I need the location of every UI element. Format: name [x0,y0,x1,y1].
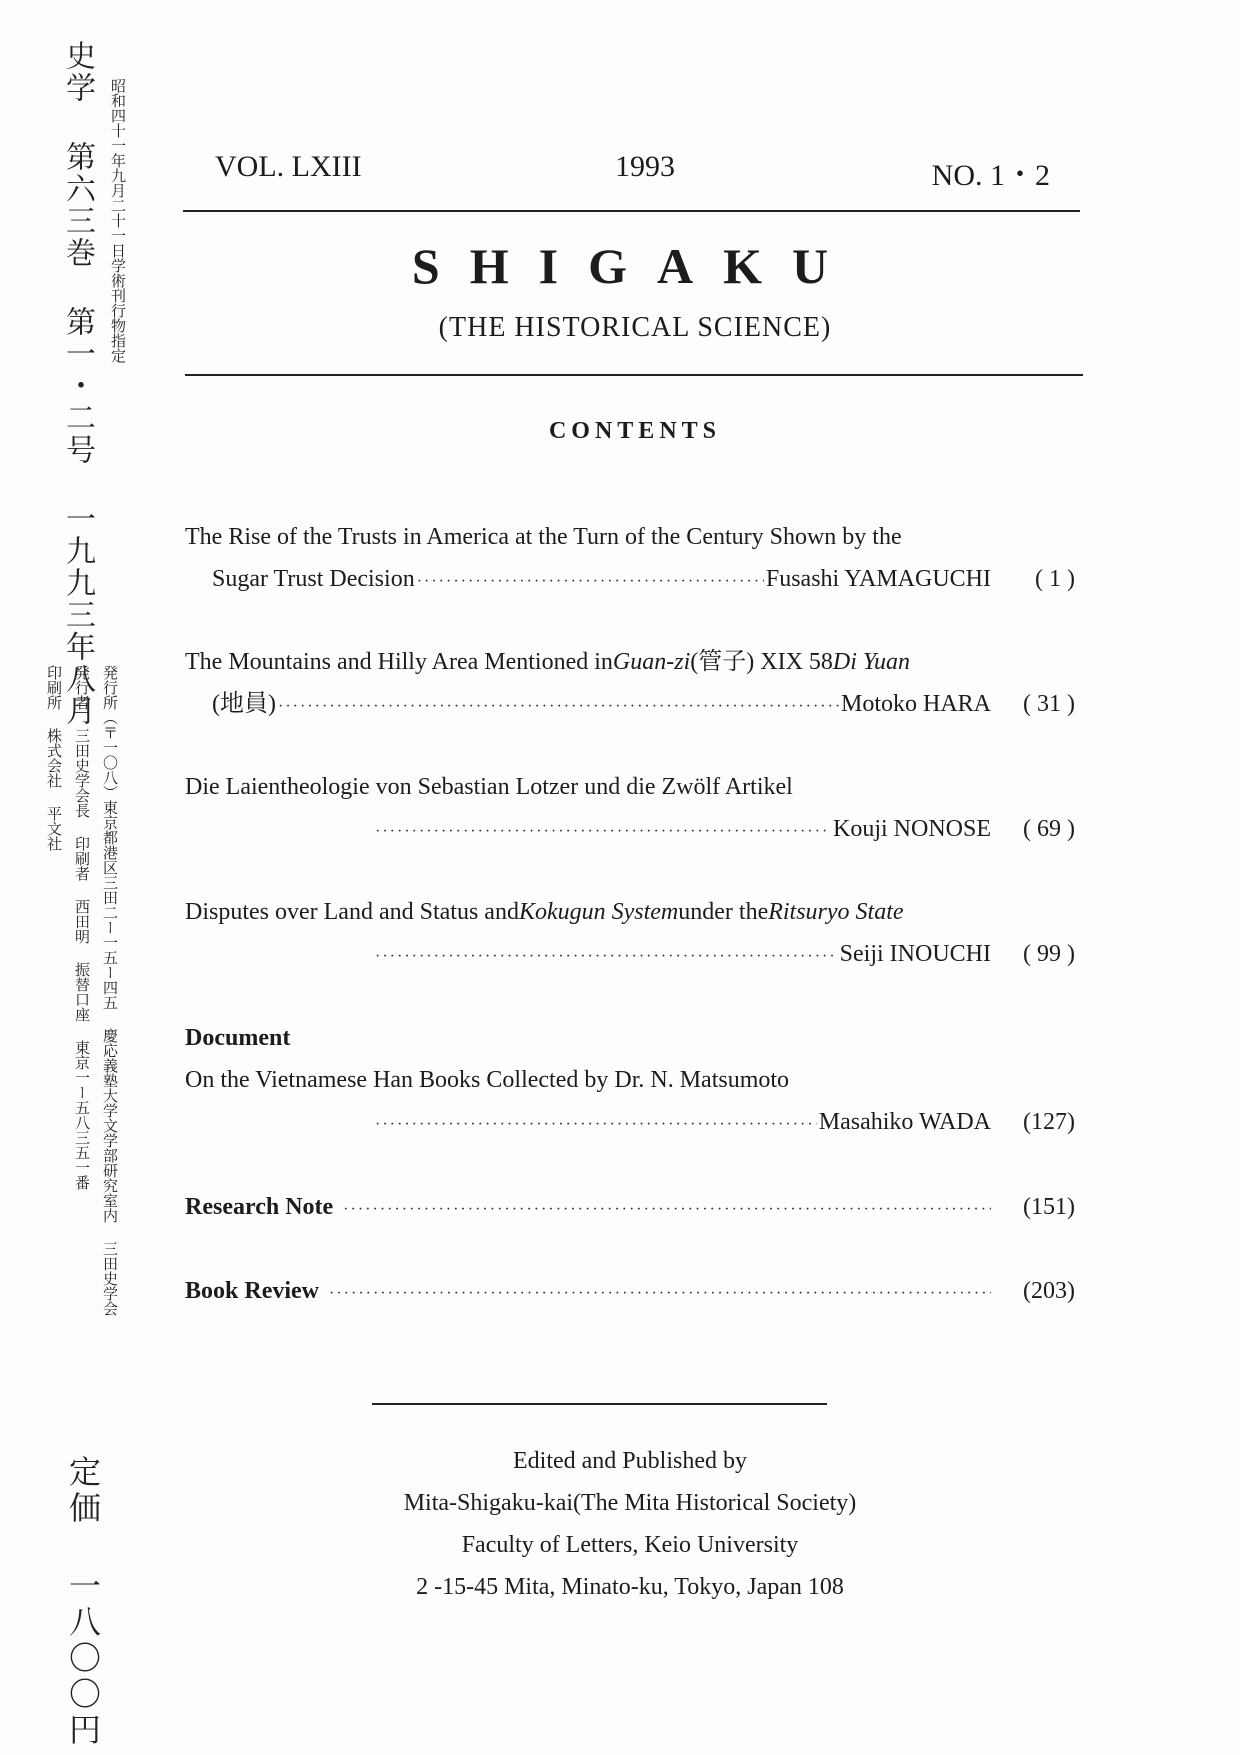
imprint-line: Edited and Published by [513,1448,747,1474]
section-heading-document: Document [185,1025,291,1051]
entry-author: Seiji INOUCHI [839,941,991,967]
issue-number: NO. 1・2 [931,159,1050,192]
toc-entry [185,766,1075,853]
leader-dots [343,1189,991,1231]
entry-title-italic: Guan-zi [612,649,691,675]
entry-title: Disputes over Land and Status and [185,899,519,925]
entry-title: The Rise of the Trusts in America at the Turn of the Century Shown by the [185,524,902,550]
imprint [330,1440,930,1608]
section-heading-research-note: Research Note [185,1194,334,1220]
toc-entry [185,641,1075,728]
entry-title-italic: Ritsuryo State [768,899,904,925]
entry-page: (151) [1023,1194,1075,1220]
entry-page: ( 69 ) [1023,816,1075,842]
imprint-line: Mita-Shigaku-kai(The Mita Historical Society) [403,1490,857,1516]
entry-page: (127) [1023,1109,1075,1135]
spine-publisher-col: 発行者 三田史学会長 印刷者 西田明 振替口座 東京一ー五八三五一番 [73,665,91,1190]
entry-page: ( 1 ) [1035,566,1075,592]
volume-number: VOL. LXIII [215,150,362,183]
toc-document-section [185,1017,1075,1146]
entry-title: On the Vietnamese Han Books Collected by Dr. N. Matsumoto [185,1067,790,1093]
entry-title: (地員) [212,691,276,717]
toc-entry [185,516,1075,603]
entry-author: Motoko HARA [840,691,991,717]
entry-title-italic: Kokugun System [518,899,679,925]
toc-entry [185,891,1075,978]
leader-dots [278,686,839,728]
spine-publisher-info [44,665,120,1316]
contents-heading: CONTENTS [548,418,722,444]
toc-book-review [185,1270,1075,1315]
spine-title: 史学 第六三巻 第一・二号 一九九三年八月 [60,40,95,727]
section-heading-book-review: Book Review [185,1278,319,1304]
leader-dots [329,1273,991,1315]
entry-title: Die Laientheologie von Sebastian Lotzer und die Zwölf Artikel [185,774,793,800]
entry-title-italic: Di Yuan [832,649,911,675]
spine-publisher-col: 印刷所 株式会社 平文社 [45,665,63,851]
entry-author: Kouji NONOSE [832,816,991,842]
imprint-line: 2 -15-45 Mita, Minato-ku, Tokyo, Japan 108 [416,1574,844,1600]
leader-dots [375,1104,817,1146]
entry-author: Fusashi YAMAGUCHI [765,566,991,592]
journal-title: SHIGAKU [411,238,859,294]
title-rule [185,374,1083,376]
imprint-line: Faculty of Letters, Keio University [461,1532,799,1558]
entry-page: ( 31 ) [1023,691,1075,717]
entry-author: Masahiko WADA [818,1109,991,1135]
leader-dots [375,811,831,853]
header-rule [183,210,1080,212]
spine-designation: 昭和四十一年九月二十一日学術刊行物指定 [109,78,127,363]
entry-title: Sugar Trust Decision [212,566,415,592]
entry-title: (管子) XIX 58 [690,649,833,675]
spine-publisher-col: 発行所（〒一〇八）東京都港区三田二ー一五ー四五 慶応義塾大学文学部研究室内 三田史学会 [101,665,119,1316]
entry-page: ( 99 ) [1023,941,1075,967]
issue-year: 1993 [615,150,675,183]
leader-dots [375,936,838,978]
footer-rule [372,1403,827,1405]
entry-title: under the [678,899,769,925]
spine-price: 定価 一八〇〇円 [64,1455,102,1749]
entry-page: (203) [1023,1278,1075,1304]
journal-subtitle: (THE HISTORICAL SCIENCE) [438,312,832,343]
leader-dots [417,561,764,603]
entry-title: The Mountains and Hilly Area Mentioned in [185,649,613,675]
toc-research-note [185,1186,1075,1231]
